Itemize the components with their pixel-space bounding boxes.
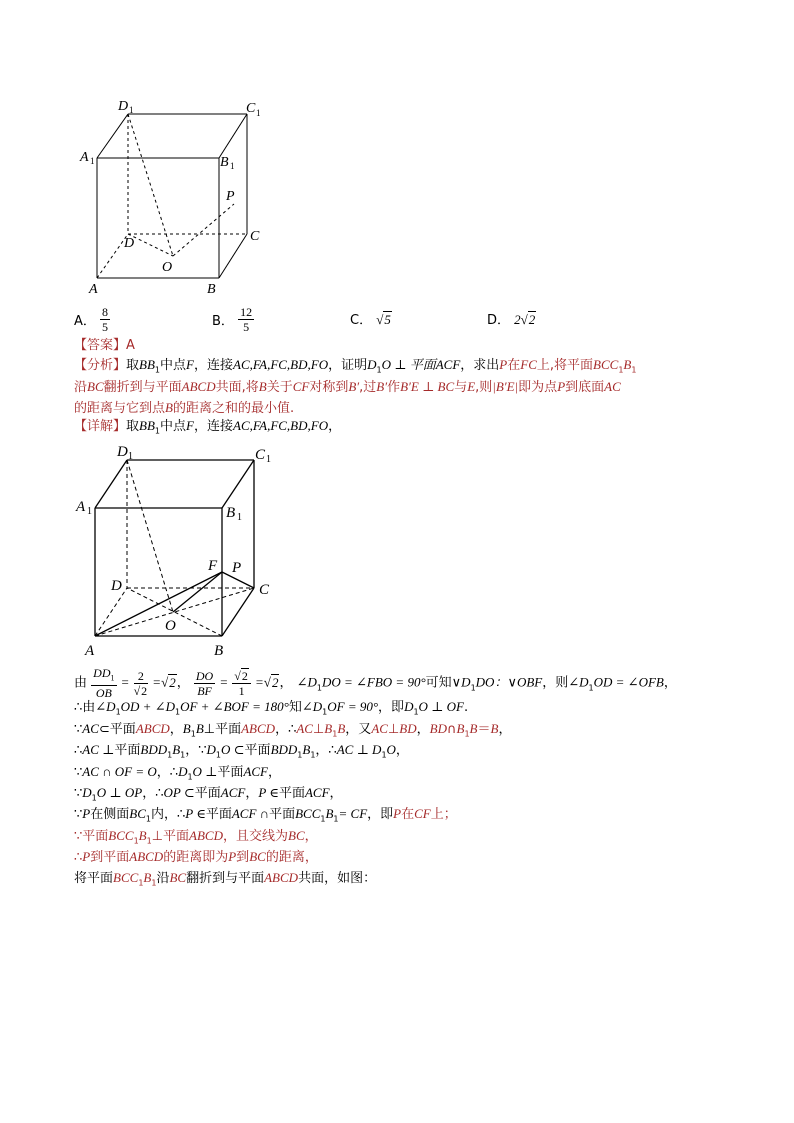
analysis-line-2: 沿BC翻折到与平面ABCD共面,将B关于CF对称到B′,过B′作B′E ⊥ BC与E,则|B′E|即为点P到底面AC — [74, 379, 621, 395]
cube-figure-2 — [74, 438, 284, 660]
analysis-line-1: 【分析】取$BB_1$中点F，连接AC,FA,FC,BD,FO，证明$D_1O$ ⊥ 平面ACF，求出P在FC上,将平面$BCC_1B_1$ — [74, 357, 637, 375]
cube-figure-1 — [74, 94, 274, 300]
proof-line-4: ∴AC ⊥平面$BDD_1B_1$，$\because D_1O$ ⊂平面$BDD_1B_1$，∴AC ⊥ $D_1O$， — [74, 742, 409, 760]
edge-AD — [95, 588, 127, 636]
option-a[interactable]: A． $\frac{8}{5}$ — [74, 305, 109, 334]
proof-line-6: $\because D_1O$ ⊥ OP，∴OP ⊂平面ACF，P ∈平面ACF， — [74, 785, 343, 803]
label-B: B — [207, 282, 216, 297]
label-B1: B — [226, 505, 236, 521]
label-C1: C — [255, 447, 266, 463]
svg-text:1: 1 — [128, 451, 133, 462]
label-D1: D — [118, 99, 129, 114]
analysis-line-3: 的距离与它到点B的距离之和的最小值. — [74, 400, 295, 416]
label-A: A — [89, 282, 98, 297]
label-D: D — [111, 578, 122, 594]
label-A1: A — [76, 499, 86, 515]
option-b[interactable]: B． $\frac{12}{5}$ — [212, 305, 253, 334]
svg-text:1: 1 — [230, 161, 235, 171]
label-P: P — [232, 560, 242, 576]
edge-BC — [222, 588, 254, 636]
seg-OP — [173, 204, 234, 256]
answer-line: 【答案】A — [74, 338, 135, 353]
proof-line-7: ∵P在侧面$BC_1$内，∴P ∈平面ACF ∩平面$BCC_1B_1=$ CF，即P在CF上； — [74, 806, 457, 824]
label-O: O — [162, 260, 173, 275]
proof-line-9: ∴P到平面ABCD的距离即为P到BC的距离， — [74, 849, 318, 865]
seg-FO — [173, 572, 222, 612]
seg-DO — [128, 234, 173, 256]
label-O: O — [165, 618, 176, 634]
label-B: B — [214, 643, 224, 659]
edge-B1C1 — [222, 460, 254, 508]
seg-D1O — [127, 460, 173, 612]
edge-B1C1 — [219, 114, 247, 158]
svg-text:1: 1 — [129, 105, 134, 115]
label-C: C — [259, 582, 270, 598]
proof-line-10: 将平面$BCC_1B_1$沿BC翻折到与平面ABCD共面，如图： — [74, 870, 377, 888]
label-D: D — [124, 236, 135, 251]
edge-BC — [219, 234, 247, 278]
seg-D1O — [128, 114, 173, 256]
label-F: F — [208, 558, 218, 574]
option-d[interactable]: D． 2√2 — [487, 312, 536, 328]
label-C1: C — [246, 101, 256, 116]
proof-line-5: ∵AC ∩ OF = O，$\therefore D_1O$ ⊥平面ACF， — [74, 764, 282, 782]
detail-line-1: 【详解】取$BB_1$中点F，连接AC,FA,FC,BD,FO， — [74, 418, 342, 436]
label-C: C — [250, 229, 260, 244]
svg-text:1: 1 — [256, 108, 261, 118]
label-P: P — [226, 189, 235, 204]
svg-text:1: 1 — [87, 506, 92, 517]
proof-line-1: 由 $\frac{DD_1}{OB}$ = $\frac{2}{√2}$ =√2， $\frac{DO}{BF}$ = $\frac{√2}{1}$ =√2， $\angle D_1DO$ = ∠FBO = 90°可知$\vee D_1DO$：∨OBF，则$\angle D_1OD$ = ∠OFB， — [74, 666, 677, 701]
option-c[interactable]: C． √5 — [350, 312, 391, 328]
svg-text:1: 1 — [237, 512, 242, 523]
edge-A1D1 — [95, 460, 127, 508]
proof-line-3: ∵AC⊂平面ABCD，$B_1B\perp$平面ABCD，$\therefore AC\perp B_1B$，又AC⊥BD，$BD\cap B_1B=B$， — [74, 721, 512, 739]
svg-text:1: 1 — [90, 156, 95, 166]
label-A: A — [85, 643, 95, 659]
svg-text:1: 1 — [266, 454, 271, 465]
proof-line-2: ∴由$\angle D_1OD$ + $\angle D_1OF$ + ∠BOF = 180°知$\angle D_1OF = 90^\circ$，即$D_1O$ ⊥ OF. — [74, 699, 469, 717]
proof-line-8: ∵平面$BCC_1B_1\perp$平面ABCD，且交线为BC， — [74, 828, 318, 846]
label-D1: D — [117, 444, 128, 460]
edge-A1D1 — [97, 114, 128, 158]
label-B1: B — [220, 155, 229, 170]
label-A1: A — [80, 150, 89, 165]
